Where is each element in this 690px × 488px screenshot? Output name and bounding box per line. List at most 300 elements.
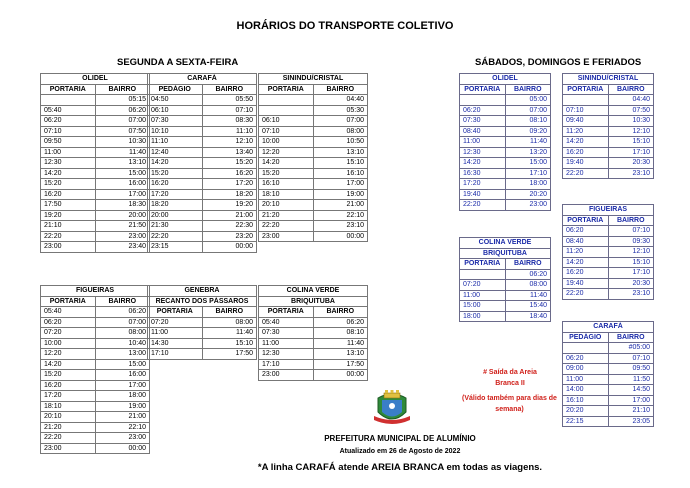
return-time: 13:00 (95, 349, 150, 360)
return-time: 21:00 (313, 200, 368, 211)
table-row (563, 343, 654, 354)
table-row (41, 242, 150, 253)
weekend-section-title: SÁBADOS, DOMINGOS E FERIADOS (475, 57, 642, 68)
table-row (148, 189, 257, 200)
table-row (259, 359, 368, 370)
table-row (563, 116, 654, 127)
return-time: 00:00 (95, 443, 150, 454)
route-subname: BRIQUITUBA (460, 248, 551, 259)
table-row (259, 317, 368, 328)
return-time: 19:00 (95, 401, 150, 412)
route-name: FIGUEIRAS (41, 286, 150, 297)
departure-time: 16:20 (563, 147, 609, 158)
departure-time: 14:20 (41, 168, 96, 179)
departure-time: 16:30 (460, 168, 506, 179)
departure-time: 18:20 (148, 200, 203, 211)
return-time: 18:00 (95, 391, 150, 402)
return-time: 05:30 (313, 105, 368, 116)
table-row (148, 200, 257, 211)
table-row (259, 231, 368, 242)
table-row (41, 317, 150, 328)
column-header: PORTARIA (41, 84, 96, 95)
column-header: BAIRRO (95, 296, 150, 307)
departure-time: 22:20 (259, 221, 314, 232)
table-row (563, 147, 654, 158)
table-row (41, 168, 150, 179)
return-time: 16:00 (95, 370, 150, 381)
footer-date: Atualizado em 26 de Agosto de 2022 (339, 448, 461, 455)
table-row (41, 370, 150, 381)
return-time: 04:40 (313, 95, 368, 106)
table-row (259, 137, 368, 148)
departure-time: 05:40 (259, 317, 314, 328)
departure-time: 21:10 (41, 221, 96, 232)
route-name: SININDU/CRISTAL (259, 74, 368, 85)
departure-time: 17:20 (460, 179, 506, 190)
table-row (41, 328, 150, 339)
departure-time: 21:30 (148, 221, 203, 232)
departure-time: 12:20 (41, 349, 96, 360)
table-row (41, 349, 150, 360)
table-row (460, 95, 551, 106)
note-valid-weekdays: (Válido também para dias de semana) (462, 395, 557, 413)
departure-time: 10:00 (259, 137, 314, 148)
return-time: 09:50 (608, 364, 654, 375)
table-row (41, 307, 150, 318)
table-row (259, 221, 368, 232)
departure-time: 06:10 (259, 116, 314, 127)
column-header: PORTARIA (460, 259, 506, 270)
return-time: 07:00 (95, 317, 150, 328)
table-row (460, 168, 551, 179)
table-sinindu-weekend (562, 73, 654, 179)
departure-time: 11:20 (563, 247, 609, 258)
departure-time: 09:00 (563, 364, 609, 375)
departure-time: 19:40 (563, 158, 609, 169)
table-row (41, 158, 150, 169)
table-carafa-weekday (147, 73, 257, 253)
return-time: 08:10 (313, 328, 368, 339)
return-time: 10:50 (313, 137, 368, 148)
departure-time: 12:30 (259, 349, 314, 360)
return-time: 12:10 (202, 137, 257, 148)
footer-organization: PREFEITURA MUNICIPAL DE ALUMÍNIO (324, 434, 476, 443)
return-time: 21:00 (202, 210, 257, 221)
return-time: 10:30 (95, 137, 150, 148)
departure-time: 07:20 (148, 317, 203, 328)
departure-time: 16:10 (259, 179, 314, 190)
return-time: 15:00 (95, 168, 150, 179)
return-time: 00:00 (313, 231, 368, 242)
table-genebra-weekday (147, 285, 257, 360)
table-row (563, 385, 654, 396)
route-name: GENEBRA (148, 286, 257, 297)
departure-time: 22:20 (563, 289, 609, 300)
table-olidel-weekday (40, 73, 150, 253)
return-time: 09:20 (505, 126, 551, 137)
table-row (259, 370, 368, 381)
departure-time: 06:20 (41, 116, 96, 127)
column-header: PORTARIA (563, 215, 609, 226)
table-row (148, 231, 257, 242)
column-header: PORTARIA (41, 296, 96, 307)
return-time: 11:40 (505, 137, 551, 148)
column-header: BAIRRO (95, 84, 150, 95)
return-time: 14:50 (608, 385, 654, 396)
departure-time: 18:00 (460, 311, 506, 322)
return-time: 20:30 (608, 278, 654, 289)
table-row (259, 349, 368, 360)
route-subname: BRIQUITUBA (259, 296, 368, 307)
departure-time: 08:40 (460, 126, 506, 137)
table-row (148, 338, 257, 349)
table-row (563, 364, 654, 375)
table-row (563, 226, 654, 237)
table-row (41, 433, 150, 444)
table-row (148, 179, 257, 190)
return-time: 17:50 (313, 359, 368, 370)
table-row (148, 137, 257, 148)
return-time: 13:40 (202, 147, 257, 158)
table-row (259, 168, 368, 179)
route-name: FIGUEIRAS (563, 205, 654, 216)
table-row (148, 210, 257, 221)
table-row (148, 221, 257, 232)
departure-time: 12:20 (259, 147, 314, 158)
return-time: 12:10 (608, 247, 654, 258)
return-time: 13:10 (313, 147, 368, 158)
column-header: PORTARIA (259, 307, 314, 318)
table-row (41, 338, 150, 349)
departure-time: 19:20 (41, 210, 96, 221)
departure-time: 22:20 (460, 200, 506, 211)
table-row (460, 179, 551, 190)
return-time: 08:00 (95, 328, 150, 339)
table-row (460, 301, 551, 312)
departure-time: 14:20 (460, 158, 506, 169)
return-time: 17:00 (95, 380, 150, 391)
return-time: 06:20 (95, 307, 150, 318)
departure-time: 10:00 (41, 338, 96, 349)
return-time: 08:00 (313, 126, 368, 137)
departure-time: 14:20 (259, 158, 314, 169)
return-time: 17:00 (95, 189, 150, 200)
return-time: 18:30 (95, 200, 150, 211)
return-time: 04:40 (608, 95, 654, 106)
table-row (460, 189, 551, 200)
table-row (259, 158, 368, 169)
departure-time (259, 105, 314, 116)
departure-time: 06:20 (460, 105, 506, 116)
return-time: 19:00 (313, 189, 368, 200)
departure-time: 17:10 (148, 349, 203, 360)
table-row (563, 406, 654, 417)
table-row (41, 391, 150, 402)
return-time: 23:00 (95, 433, 150, 444)
table-row (460, 311, 551, 322)
table-row (460, 280, 551, 291)
table-row (41, 221, 150, 232)
note-areia-branca: # Saída da Areia Branca II (483, 369, 537, 387)
departure-time: 11:00 (259, 338, 314, 349)
table-row (148, 105, 257, 116)
departure-time: 14:20 (563, 257, 609, 268)
table-row (460, 269, 551, 280)
return-time: 13:10 (313, 349, 368, 360)
route-name: CARAFÁ (148, 74, 257, 85)
column-header: BAIRRO (202, 84, 257, 95)
return-time: 21:50 (95, 221, 150, 232)
return-time: 22:10 (313, 210, 368, 221)
departure-time: 23:00 (259, 370, 314, 381)
return-time: 17:10 (608, 147, 654, 158)
return-time: 07:00 (505, 105, 551, 116)
departure-time: 20:00 (148, 210, 203, 221)
table-row (563, 236, 654, 247)
departure-time: 07:30 (148, 116, 203, 127)
return-time: 15:20 (202, 158, 257, 169)
table-figueiras-weekend (562, 204, 654, 300)
departure-time: 22:15 (563, 416, 609, 427)
return-time: 15:10 (608, 137, 654, 148)
departure-time: 22:20 (563, 168, 609, 179)
return-time: 13:10 (95, 158, 150, 169)
return-time: 05:15 (95, 95, 150, 106)
column-header: BAIRRO (313, 84, 368, 95)
return-time: 16:00 (95, 179, 150, 190)
table-colina-verde-weekend (459, 237, 551, 322)
table-row (41, 200, 150, 211)
table-row (259, 210, 368, 221)
departure-time: 07:20 (41, 328, 96, 339)
departure-time: 11:00 (563, 374, 609, 385)
return-time: 11:40 (95, 147, 150, 158)
table-row (259, 328, 368, 339)
departure-time: 22:20 (148, 231, 203, 242)
return-time: 08:00 (505, 280, 551, 291)
departure-time: 16:10 (563, 395, 609, 406)
return-time: 12:10 (608, 126, 654, 137)
return-time: 05:50 (202, 95, 257, 106)
return-time: 17:10 (505, 168, 551, 179)
return-time: 18:20 (202, 189, 257, 200)
return-time: 21:10 (608, 406, 654, 417)
departure-time (563, 95, 609, 106)
return-time: 18:40 (505, 311, 551, 322)
table-row (41, 359, 150, 370)
return-time: 15:10 (313, 158, 368, 169)
departure-time: 16:20 (41, 189, 96, 200)
column-header: BAIRRO (608, 332, 654, 343)
table-row (563, 416, 654, 427)
footer-note: *A linha CARAFÁ atende AREIA BRANCA em todas as viagens. (257, 462, 543, 473)
route-name: OLIDEL (460, 74, 551, 85)
return-time: 23:10 (608, 168, 654, 179)
departure-time: 15:00 (460, 301, 506, 312)
return-time: 23:00 (505, 200, 551, 211)
departure-time: 07:20 (460, 280, 506, 291)
departure-time: 16:20 (148, 179, 203, 190)
return-time: 07:10 (608, 226, 654, 237)
table-row (563, 105, 654, 116)
table-row (41, 137, 150, 148)
column-header: BAIRRO (505, 84, 551, 95)
table-row (460, 147, 551, 158)
column-header: BAIRRO (202, 307, 257, 318)
return-time: 22:10 (95, 422, 150, 433)
column-header: BAIRRO (313, 307, 368, 318)
departure-time (460, 95, 506, 106)
route-name: COLINA VERDE (259, 286, 368, 297)
table-row (259, 200, 368, 211)
table-row (41, 422, 150, 433)
column-header: PORTARIA (259, 84, 314, 95)
departure-time: 23:00 (41, 242, 96, 253)
departure-time: 16:20 (41, 380, 96, 391)
table-sinindu-weekday (258, 73, 368, 242)
return-time: 21:00 (95, 412, 150, 423)
return-time: 07:00 (95, 116, 150, 127)
departure-time: 19:40 (460, 189, 506, 200)
return-time: 20:30 (608, 158, 654, 169)
departure-time: 15:20 (259, 168, 314, 179)
return-time: 20:00 (95, 210, 150, 221)
departure-time: 18:10 (259, 189, 314, 200)
return-time: 06:20 (95, 105, 150, 116)
departure-time: 05:40 (41, 105, 96, 116)
departure-time: 06:20 (41, 317, 96, 328)
table-row (259, 179, 368, 190)
table-row (41, 380, 150, 391)
table-row (563, 247, 654, 258)
table-row (148, 317, 257, 328)
departure-time: 12:30 (41, 158, 96, 169)
return-time: 15:10 (608, 257, 654, 268)
table-row (259, 338, 368, 349)
route-name: CARAFÁ (563, 322, 654, 333)
return-time: 10:30 (608, 116, 654, 127)
column-header: PORTARIA (563, 84, 609, 95)
column-header: PEDÁGIO (563, 332, 609, 343)
departure-time (563, 343, 609, 354)
table-row (148, 158, 257, 169)
departure-time: 14:20 (563, 137, 609, 148)
return-time: 16:20 (202, 168, 257, 179)
column-header: PEDÁGIO (148, 84, 203, 95)
return-time: 00:00 (313, 370, 368, 381)
table-row (563, 168, 654, 179)
return-time: 17:50 (202, 349, 257, 360)
table-row (259, 95, 368, 106)
table-row (563, 289, 654, 300)
return-time: 00:00 (202, 242, 257, 253)
return-time: 11:40 (505, 290, 551, 301)
departure-time: 18:10 (41, 401, 96, 412)
departure-time (259, 95, 314, 106)
table-row (148, 242, 257, 253)
table-figueiras-weekday (40, 285, 150, 454)
table-row (148, 168, 257, 179)
return-time: 15:10 (202, 338, 257, 349)
page-title: HORÁRIOS DO TRANSPORTE COLETIVO (236, 20, 454, 32)
column-header: PORTARIA (460, 84, 506, 95)
table-carafa-weekend (562, 321, 654, 427)
table-row (259, 116, 368, 127)
departure-time: 22:20 (41, 231, 96, 242)
table-row (41, 116, 150, 127)
departure-time: 05:40 (41, 307, 96, 318)
return-time: 13:20 (505, 147, 551, 158)
column-header: BAIRRO (608, 215, 654, 226)
table-row (41, 401, 150, 412)
departure-time: 11:00 (41, 147, 96, 158)
table-row (460, 290, 551, 301)
return-time: 07:50 (95, 126, 150, 137)
column-header: BAIRRO (505, 259, 551, 270)
departure-time (460, 269, 506, 280)
municipal-crest-icon (372, 388, 412, 428)
return-time: 10:40 (95, 338, 150, 349)
table-row (148, 116, 257, 127)
return-time: 08:00 (202, 317, 257, 328)
departure-time: 12:30 (460, 147, 506, 158)
departure-time: 20:10 (41, 412, 96, 423)
departure-time: 21:20 (259, 210, 314, 221)
departure-time: 08:40 (563, 236, 609, 247)
departure-time: 17:50 (41, 200, 96, 211)
return-time: 08:10 (505, 116, 551, 127)
table-row (41, 231, 150, 242)
table-row (563, 374, 654, 385)
column-header: BAIRRO (608, 84, 654, 95)
table-row (460, 105, 551, 116)
return-time: 23:05 (608, 416, 654, 427)
departure-time: 20:10 (259, 200, 314, 211)
table-row (259, 105, 368, 116)
table-row (41, 147, 150, 158)
return-time: 07:50 (608, 105, 654, 116)
return-time: 19:20 (202, 200, 257, 211)
table-row (563, 257, 654, 268)
departure-time: 17:10 (259, 359, 314, 370)
table-row (148, 126, 257, 137)
departure-time: 06:10 (148, 105, 203, 116)
return-time: 11:40 (202, 328, 257, 339)
return-time: 07:10 (608, 353, 654, 364)
table-row (41, 105, 150, 116)
departure-time: 11:00 (460, 137, 506, 148)
departure-time: 17:20 (148, 189, 203, 200)
return-time: 17:20 (202, 179, 257, 190)
departure-time: 15:20 (41, 370, 96, 381)
return-time: 11:40 (313, 338, 368, 349)
route-subname: RECANTO DOS PÁSSAROS (148, 296, 257, 307)
departure-time: 11:00 (148, 328, 203, 339)
route-name: OLIDEL (41, 74, 150, 85)
table-row (563, 278, 654, 289)
return-time: 11:50 (608, 374, 654, 385)
table-row (259, 126, 368, 137)
departure-time: 07:10 (259, 126, 314, 137)
return-time: 22:30 (202, 221, 257, 232)
departure-time: 22:20 (41, 433, 96, 444)
route-name: COLINA VERDE (460, 238, 551, 249)
table-row (460, 200, 551, 211)
route-name: SININDU/CRISTAL (563, 74, 654, 85)
table-row (563, 268, 654, 279)
table-row (148, 95, 257, 106)
return-time: 06:20 (313, 317, 368, 328)
